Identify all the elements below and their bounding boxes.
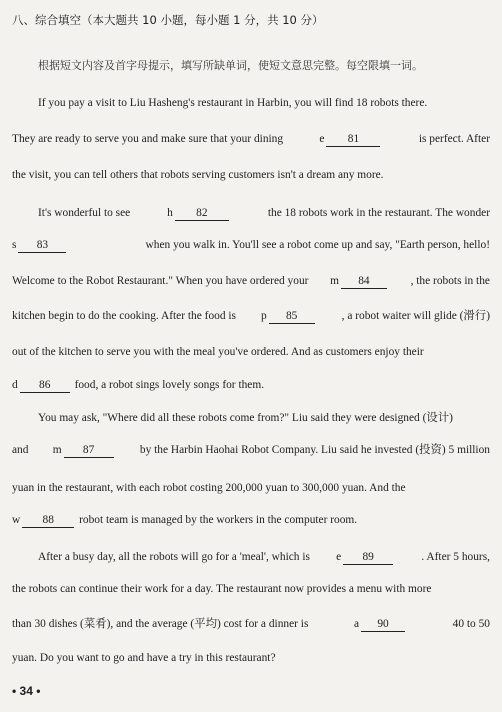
text-segment: 40 to 50 (452, 618, 490, 630)
passage-line-16 (12, 616, 490, 632)
text-segment: , the robots in the (410, 275, 490, 287)
text-segment: robot team is managed by the workers in the computer room. (79, 514, 358, 526)
blank-number: 87 (64, 444, 114, 458)
passage-line-4 (38, 205, 490, 221)
passage-line-1: If you pay a visit to Liu Hasheng's restaurant in Harbin, you will find 18 robots there. (38, 97, 428, 109)
blank-number: 82 (175, 207, 229, 221)
text-segment: Welcome to the Robot Restaurant." When you have ordered your (12, 275, 309, 287)
passage-line-2 (12, 131, 490, 147)
blank-letter: h (167, 207, 173, 219)
blank-number: 88 (22, 514, 74, 528)
passage-line-12: yuan in the restaurant, with each robot costing 200,000 yuan to 300,000 yuan. And the (12, 482, 406, 494)
passage-line-7 (12, 308, 490, 324)
text-segment: is perfect. After (418, 133, 490, 145)
text-segment: food, a robot sings lovely songs for them. (74, 379, 265, 391)
passage-line-10: You may ask, "Where did all these robots come from?" Liu said they were designed (设计) (38, 412, 453, 424)
text-segment: They are ready to serve you and make sure that your dining (12, 133, 284, 145)
blank-letter: m (330, 275, 339, 287)
text-segment: . After 5 hours, (421, 551, 490, 563)
blank-84[interactable] (330, 273, 389, 289)
blank-85[interactable] (261, 308, 317, 324)
blank-letter: e (336, 551, 342, 563)
text-segment: when you walk in. You'll see a robot come up and say, "Earth person, hello! (145, 239, 490, 251)
passage-line-8: out of the kitchen to serve you with the meal you've ordered. And as customers enjoy their (12, 346, 424, 358)
text-segment: than 30 dishes (菜肴), and the average (平均) cost for a dinner is (12, 618, 309, 630)
blank-letter: d (12, 379, 18, 391)
blank-number: 81 (326, 133, 380, 147)
blank-letter: e (319, 133, 325, 145)
instructions: 根据短文内容及首字母提示，填写所缺单词，使短文意思完整。每空限填一词。 (38, 59, 423, 72)
blank-number: 84 (341, 275, 387, 289)
text-segment: and (12, 444, 29, 456)
text-segment: , a robot waiter will glide (滑行) (341, 310, 490, 322)
passage-line-3: the visit, you can tell others that robots serving customers isn't a dream any more. (12, 169, 384, 181)
blank-letter: p (260, 310, 267, 322)
blank-letter: w (12, 514, 21, 526)
blank-number: 90 (361, 618, 405, 632)
text-segment: by the Harbin Haohai Robot Company. Liu said he invested (投资) 5 million (139, 444, 490, 456)
passage-line-13 (12, 512, 490, 528)
section-title: 八、综合填空（本大题共 10 小题，每小题 1 分，共 10 分） (12, 13, 324, 27)
blank-88[interactable] (12, 514, 76, 526)
blank-86[interactable] (12, 379, 72, 391)
blank-87[interactable] (53, 442, 116, 458)
passage-line-9 (12, 377, 490, 393)
blank-number: 86 (20, 379, 70, 393)
blank-89[interactable] (336, 549, 395, 565)
passage-line-6 (12, 273, 490, 289)
blank-83[interactable] (12, 237, 68, 253)
blank-letter: a (353, 618, 360, 630)
passage-line-15: the robots can continue their work for a day. The restaurant now provides a menu with more (12, 583, 432, 595)
blank-number: 89 (343, 551, 393, 565)
blank-90[interactable] (354, 616, 407, 632)
blank-82[interactable] (167, 205, 231, 221)
blank-number: 83 (18, 239, 66, 253)
blank-letter: m (52, 444, 62, 456)
page-number: • 34 • (12, 684, 41, 698)
passage-line-11 (12, 442, 490, 458)
text-segment: the 18 robots work in the restaurant. The wonder (267, 207, 490, 219)
text-segment: kitchen begin to do the cooking. After the food is (12, 310, 236, 322)
blank-number: 85 (269, 310, 315, 324)
text-segment: After a busy day, all the robots will go for a 'meal', which is (38, 551, 310, 563)
passage-line-5 (12, 237, 490, 253)
blank-letter: s (12, 239, 17, 251)
blank-81[interactable] (319, 131, 382, 147)
passage-line-14 (38, 549, 490, 565)
passage-line-17: yuan. Do you want to go and have a try in this restaurant? (12, 652, 276, 664)
text-segment: It's wonderful to see (38, 207, 131, 219)
